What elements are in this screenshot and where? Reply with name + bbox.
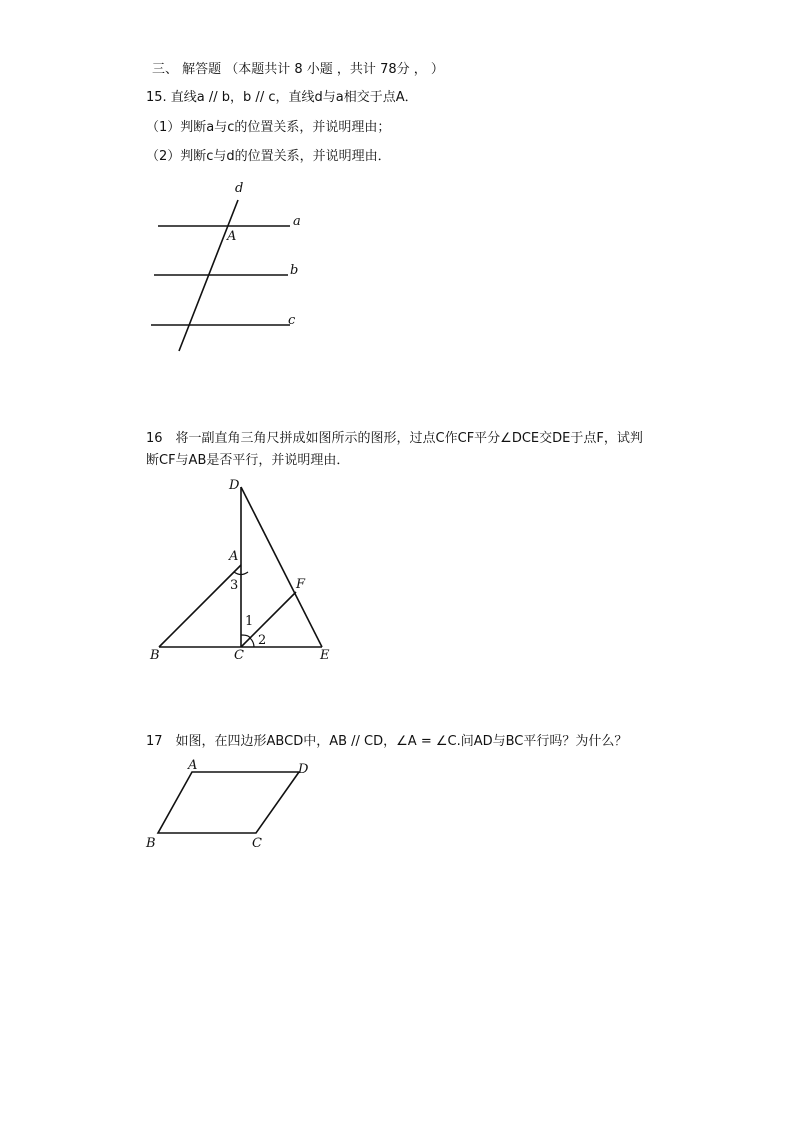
label-D: D bbox=[298, 762, 309, 777]
q15-figure bbox=[140, 175, 320, 360]
label-angle-3: 3 bbox=[230, 578, 239, 593]
label-angle-2: 2 bbox=[258, 633, 267, 648]
label-A: A bbox=[229, 549, 239, 564]
label-D: D bbox=[229, 478, 240, 493]
label-B: B bbox=[146, 836, 156, 851]
q16-line1: 16 将一副直角三角尺拼成如图所示的图形，过点C作CF平分∠DCE交DE于点F，试判 bbox=[146, 431, 643, 446]
angle-2-arc bbox=[250, 638, 254, 647]
label-B: B bbox=[150, 648, 160, 663]
label-A: A bbox=[227, 229, 237, 244]
q16-figure bbox=[145, 475, 345, 670]
q17-stem: 17 如图，在四边形ABCD中，AB // CD，∠A = ∠C.问AD与BC平行吗？为什么？ bbox=[146, 734, 628, 749]
label-C: C bbox=[252, 836, 262, 851]
q15-part1: （1）判断a与c的位置关系，并说明理由； bbox=[146, 120, 391, 135]
q15-part2: （2）判断c与d的位置关系，并说明理由． bbox=[146, 149, 391, 164]
label-C: C bbox=[234, 648, 244, 663]
q17-figure bbox=[140, 755, 325, 855]
label-c: c bbox=[288, 313, 296, 328]
label-angle-1: 1 bbox=[245, 614, 254, 629]
label-a: a bbox=[293, 214, 301, 229]
label-b: b bbox=[290, 263, 299, 278]
q16-line2: 断CF与AB是否平行，并说明理由． bbox=[146, 453, 350, 468]
angle-1-arc bbox=[241, 635, 250, 638]
label-d: d bbox=[235, 181, 244, 196]
label-A: A bbox=[188, 758, 198, 773]
q15-stem: 15. 直线a // b，b // c，直线d与a相交于点A． bbox=[146, 90, 418, 105]
label-E: E bbox=[320, 648, 330, 663]
label-F: F bbox=[296, 577, 306, 592]
quadrilateral-ABCD bbox=[158, 772, 299, 833]
segment-AB bbox=[159, 565, 241, 647]
section-heading: 三、 解答题 （本题共计 8 小题 ，共计 78分 ， ） bbox=[152, 62, 444, 77]
